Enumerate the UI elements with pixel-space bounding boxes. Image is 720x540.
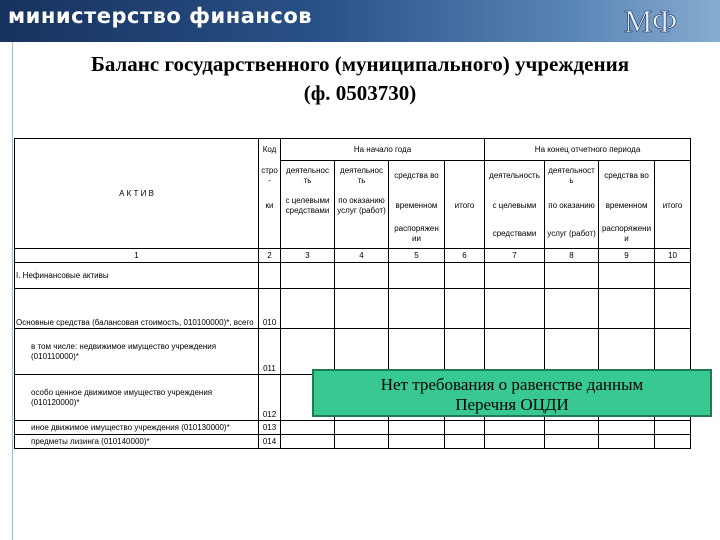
- header-end-period: На конец отчетного периода: [485, 139, 691, 161]
- header-end-total-blank: [655, 161, 691, 191]
- ministry-logo-icon: [618, 2, 706, 38]
- row-label: в том числе: недвижимое имущество учреждения (010110000)*: [15, 329, 259, 375]
- header-end-col2-a: деятельност ь: [545, 161, 599, 191]
- header-end-col1-c: средствами: [485, 221, 545, 249]
- table-row: [15, 289, 691, 329]
- ministry-header-bar: [0, 0, 720, 42]
- ministry-title: министерство финансов: [8, 4, 313, 28]
- column-number: 10: [655, 249, 691, 263]
- table-row: [15, 263, 691, 289]
- row-code: 011: [259, 329, 281, 375]
- header-end-col2-c: услуг (работ): [545, 221, 599, 249]
- header-end-col1-b: с целевыми: [485, 191, 545, 221]
- column-number: 4: [335, 249, 389, 263]
- header-kod-str: стро -: [259, 161, 281, 191]
- header-end-total: итого: [655, 191, 691, 221]
- header-start-col1-b: с целевыми средствами: [281, 191, 335, 221]
- row-label: иное движимое имущество учреждения (010130000)*: [15, 421, 259, 435]
- row-code: 014: [259, 435, 281, 449]
- table-row: [15, 435, 691, 449]
- header-end-col3-a: средства во: [599, 161, 655, 191]
- left-decorative-bar: [0, 42, 13, 540]
- header-start-col1-a: деятельнос ть: [281, 161, 335, 191]
- callout-line2: Перечня ОЦДИ: [455, 395, 569, 414]
- column-number: 5: [389, 249, 445, 263]
- column-number: 6: [445, 249, 485, 263]
- header-kod-ki: ки: [259, 191, 281, 221]
- row-code: 012: [259, 375, 281, 421]
- document-title-line2: (ф. 0503730): [303, 81, 417, 105]
- header-end-col3-c: распоряжени и: [599, 221, 655, 249]
- column-number: 8: [545, 249, 599, 263]
- document-title-line1: Баланс государственного (муниципального) учреждения: [90, 52, 630, 76]
- header-start-col3-a: средства во: [389, 161, 445, 191]
- row-code: 013: [259, 421, 281, 435]
- header-start-col1-c: [281, 221, 335, 249]
- header-start-total: итого: [445, 191, 485, 221]
- row-label: Основные средства (балансовая стоимость, 010100000)*, всего: [15, 289, 259, 329]
- column-number: 1: [15, 249, 259, 263]
- header-end-col2-b: по оказанию: [545, 191, 599, 221]
- header-end-total-c: [655, 221, 691, 249]
- header-start-col2-a: деятельнос ть: [335, 161, 389, 191]
- row-label: особо ценное движимое имущество учреждения (010120000)*: [15, 375, 259, 421]
- row-code: [259, 263, 281, 289]
- column-number: 9: [599, 249, 655, 263]
- header-end-col1-a: деятельность: [485, 161, 545, 191]
- table-row: [15, 329, 691, 375]
- column-number: 7: [485, 249, 545, 263]
- column-number: 2: [259, 249, 281, 263]
- row-label: I. Нефинансовые активы: [15, 263, 259, 289]
- ministry-logo-text: МФ: [624, 3, 678, 38]
- header-start-col3-b: временном: [389, 191, 445, 221]
- header-start-total-c: [445, 221, 485, 249]
- header-start-col3-c: распоряжен ии: [389, 221, 445, 249]
- header-kod: Код: [259, 139, 281, 161]
- header-start-period: На начало года: [281, 139, 485, 161]
- row-label: предметы лизинга (010140000)*: [15, 435, 259, 449]
- header-kod-blank: [259, 221, 281, 249]
- header-start-total-blank: [445, 161, 485, 191]
- header-aktiv: А К Т И В: [15, 139, 259, 249]
- column-number-row: [15, 249, 691, 263]
- column-number: 3: [281, 249, 335, 263]
- callout-line1: Нет требования о равенстве данным: [380, 375, 644, 394]
- table-row: [15, 421, 691, 435]
- callout-note: [312, 369, 712, 417]
- document-title: [20, 50, 700, 108]
- header-start-col2-b: по оказанию услуг (работ): [335, 191, 389, 221]
- header-end-col3-b: временном: [599, 191, 655, 221]
- row-code: 010: [259, 289, 281, 329]
- header-start-col2-c: [335, 221, 389, 249]
